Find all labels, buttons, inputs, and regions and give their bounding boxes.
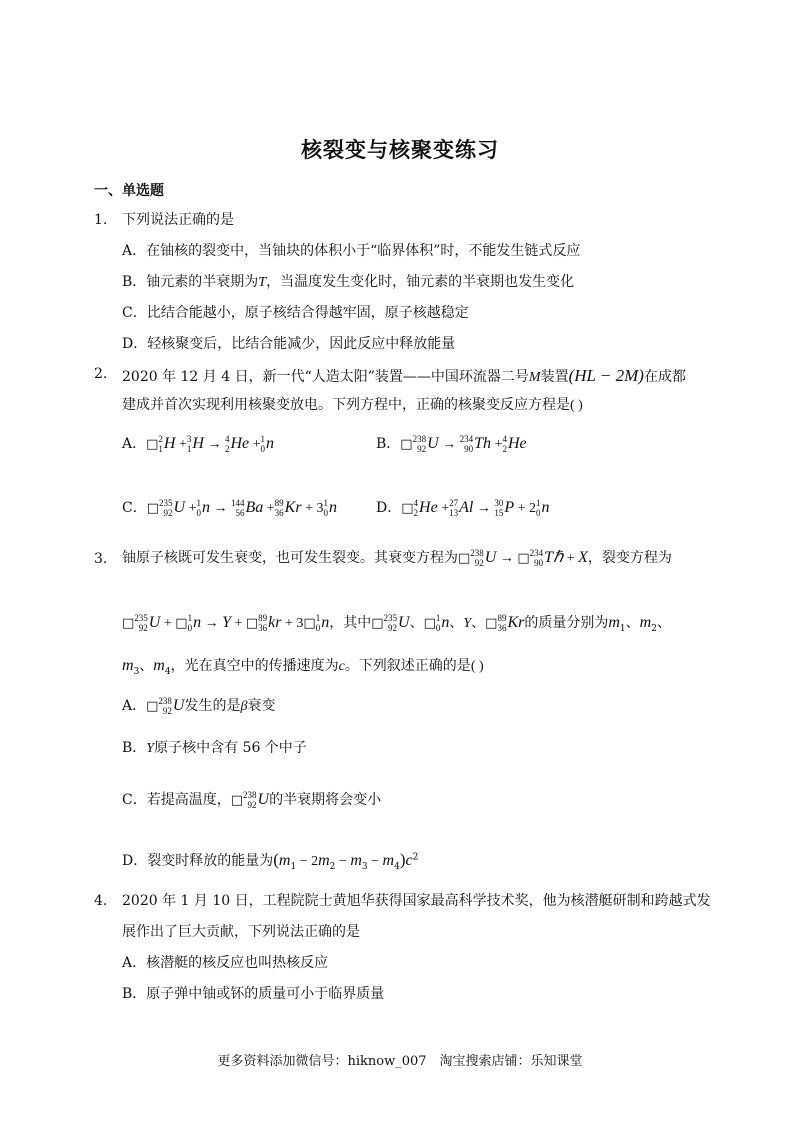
- option-b-rest: ，当温度发生变化时，铀元素的半衰期也发生变化: [266, 274, 575, 290]
- option-d: D．轻核聚变后，比结合能减少，因此反应中释放能量: [122, 336, 456, 352]
- option-label: A．: [122, 436, 147, 452]
- option-b: B．Y原子核中含有 56 个中子: [122, 740, 307, 756]
- variable-t: T: [258, 275, 267, 290]
- option-label: D．: [376, 500, 402, 516]
- placeholder-box-icon: □: [146, 699, 159, 714]
- nuclide-n: 1 0: [260, 434, 266, 454]
- placeholder-box-icon: □: [175, 616, 188, 631]
- placeholder-box-icon: □: [401, 501, 414, 516]
- option-a: A．核潜艇的核反应也叫热核反应: [122, 955, 329, 971]
- question-number: 1.: [94, 212, 108, 228]
- stem-text: 铀原子核既可发生衰变，也可发生裂变。其衰变方程为: [122, 550, 458, 566]
- option-a: A．□ 2 1 H + 3 1 H → 4 2 He + 1 0 n: [122, 434, 275, 454]
- question-stem-line1: [122, 367, 686, 385]
- option-b-text: B．铀元素的半衰期为: [122, 274, 259, 290]
- stem-text: 装置: [540, 369, 569, 385]
- nuclide-h3: 3 1: [186, 434, 192, 454]
- placeholder-box-icon: □: [458, 551, 471, 566]
- placeholder-box-icon: □: [146, 501, 160, 516]
- placeholder-box-icon: □: [122, 616, 135, 631]
- option-text: 发生的是: [184, 698, 241, 714]
- option-c: C．□ 235 92 U + 1 0 n → 144 56 Ba + 89 36 Kr + 3 1 0 n: [122, 498, 337, 518]
- option-label: A．: [122, 698, 147, 714]
- placeholder-box-icon: □: [485, 616, 498, 631]
- stem-text: 建成并首次实现利用核聚变放电。下列方程中，正确的核聚变反应方程是: [122, 397, 570, 413]
- nuclide-he4: 4 2: [413, 498, 419, 518]
- placeholder-box-icon: □: [230, 793, 244, 808]
- stem-text: 在成都: [643, 369, 686, 385]
- answer-parentheses: ( ): [470, 659, 484, 674]
- option-a: A．□ 238 92 U发生的是β衰变: [122, 696, 276, 716]
- question-stem-line2: [122, 398, 583, 413]
- placeholder-box-icon: □: [517, 551, 530, 566]
- placeholder-box-icon: □: [371, 616, 384, 631]
- option-label: C．若提高温度，: [122, 792, 231, 808]
- option-b: [122, 275, 574, 290]
- placeholder-box-icon: □: [245, 616, 259, 631]
- question-stem-line1: 2020 年 1 月 10 日，工程院院士黄旭华获得国家最高科学技术奖，他为核潜艇研制和跨越式发: [122, 893, 711, 909]
- option-c: C．若提高温度，□ 238 92 U的半衰期将会变小: [122, 790, 382, 810]
- option-text: 原子核中含有 56 个中子: [154, 740, 307, 756]
- nuclide-he4: 4 2: [502, 434, 507, 454]
- question-number: 4.: [94, 893, 108, 909]
- option-c: C．比结合能越小，原子核结合得越牢固，原子核越稳定: [122, 305, 469, 321]
- stem-text: 的质量分别为: [524, 615, 609, 631]
- question-stem-line3: $m_3$、$m_4$，光在真空中的传播速度为c。下列叙述正确的是( ): [122, 657, 484, 677]
- answer-parentheses: ( ): [570, 398, 583, 413]
- stem-text: ，其中: [329, 615, 372, 631]
- option-label: D．裂变时释放的能量为: [122, 853, 274, 869]
- placeholder-box-icon: □: [146, 437, 159, 452]
- option-d: D．□ 4 2 He + 27 13 Al → 30 15 P + 2 1 0 n: [376, 498, 550, 518]
- stem-text: ，裂变方程为: [587, 550, 672, 566]
- option-text: 的半衰期将会变小: [269, 792, 382, 808]
- question-stem-line2: 展作出了巨大贡献，下列说法正确的是: [122, 924, 360, 940]
- nuclide-h2: 2 1: [158, 434, 163, 454]
- stem-text: 2020 年 12 月 4 日，新一代“人造太阳”装置——中国环流器二号: [122, 369, 529, 385]
- nuclide-n: 1 0: [323, 498, 328, 518]
- option-label: C．: [122, 500, 147, 516]
- device-formula: (HL − 2M): [568, 366, 644, 385]
- option-b: B．原子弹中铀或钚的质量可小于临界质量: [122, 986, 385, 1002]
- page-title: 核裂变与核聚变练习: [301, 137, 499, 162]
- option-a: A．在铀核的裂变中，当铀块的体积小于“临界体积”时，不能发生链式反应: [122, 243, 581, 259]
- nuclide-ba144: 144 56: [230, 498, 245, 518]
- nuclide-n: 1 0: [196, 498, 201, 518]
- nuclide-u238: 238 92: [412, 434, 427, 454]
- nuclide-p30: 30 15: [494, 498, 504, 518]
- option-text: 衰变: [247, 698, 276, 714]
- nuclide-u235: 235 92: [159, 498, 173, 518]
- nuclide-th234: 234 90: [459, 434, 474, 454]
- stem-text: ，光在真空中的传播速度为: [170, 658, 339, 674]
- stem-text: 。下列叙述正确的是: [344, 658, 471, 674]
- nuclide-al27: 27 13: [449, 498, 459, 518]
- section-heading: 一、单选题: [94, 183, 164, 199]
- placeholder-box-icon: □: [303, 616, 316, 631]
- placeholder-box-icon: □: [423, 616, 436, 631]
- nuclide-kr89: 89 36: [274, 498, 284, 518]
- question-number: 3.: [94, 551, 108, 567]
- beta-symbol: β: [240, 699, 248, 714]
- option-b: B．□ 238 92 U → 234 90 Th + 4 2 He: [376, 434, 527, 454]
- variable-m: M: [528, 370, 541, 385]
- nuclide-n: 1 0: [536, 498, 541, 518]
- question-number: 2.: [94, 366, 108, 382]
- nuclide-he4: 4 2: [224, 434, 230, 454]
- placeholder-box-icon: □: [400, 437, 413, 452]
- question-stem-line1: 铀原子核既可发生衰变，也可发生裂变。其衰变方程为□ 238 92 U → □ 234 90 Tℏ + X，裂变方程为: [122, 548, 672, 568]
- option-label: B．: [376, 436, 401, 452]
- option-label: B．: [122, 740, 147, 756]
- option-d: D．裂变时释放的能量为$(m_1 - 2m_2 - m_3 - m_4)c^2$: [122, 850, 419, 872]
- question-stem: 下列说法正确的是: [122, 212, 234, 228]
- page-footer: 更多资料添加微信号：hiknow_007 淘宝搜索店铺：乐知课堂: [217, 1054, 583, 1069]
- question-stem-line2: □ 235 92 U + □ 1 0 n → Y + □ 89 36 kr + 3□ 1 0 n，其中□ 235 92 U、□ 1 0 n、Y、□ 89 36 Kr的质量分别为$m_1$、$m_2$、: [122, 613, 671, 634]
